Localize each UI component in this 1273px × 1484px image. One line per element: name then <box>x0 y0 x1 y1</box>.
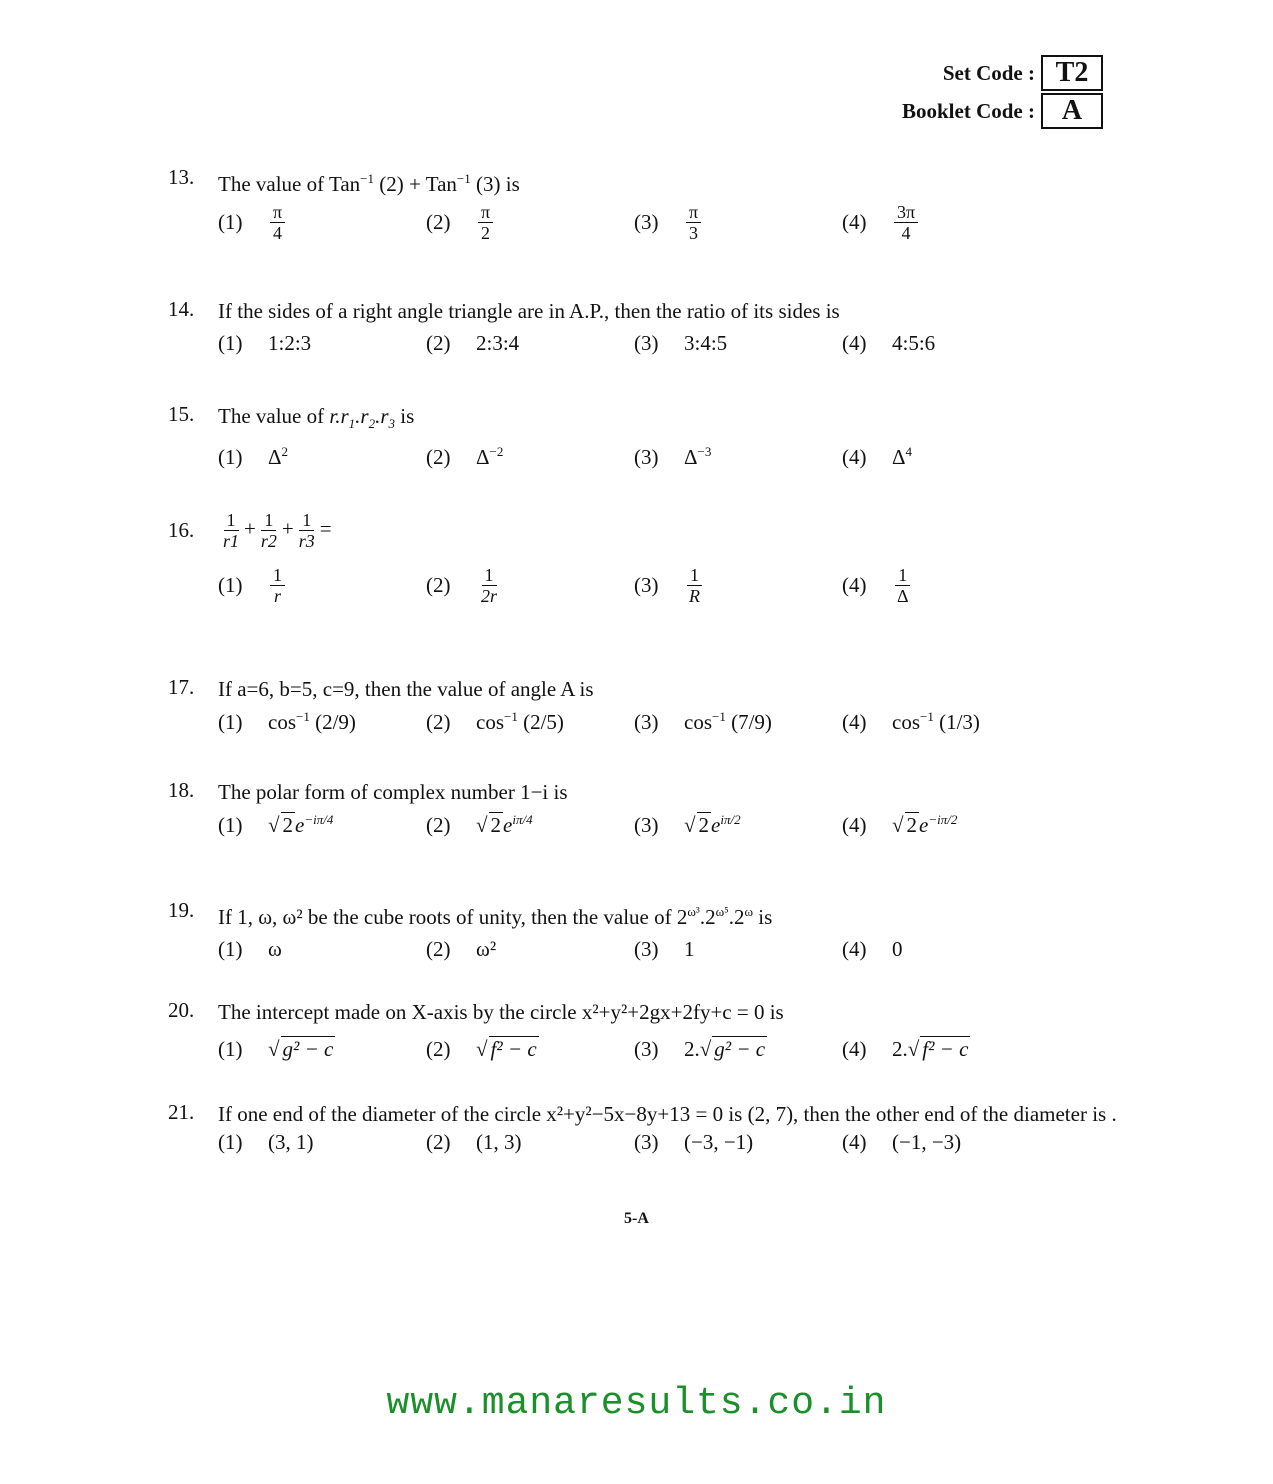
question-text: If the sides of a right angle triangle are in A.P., then the ratio of its sides is <box>218 299 840 323</box>
option-1: (1) √ $2e^{-i\pi/4}$ <box>218 812 334 837</box>
question-19 <box>168 898 1128 962</box>
question-text: The intercept made on X-axis by the circle x²+y²+2gx+2fy+c = 0 is <box>218 1000 784 1024</box>
option-1: (1) $\cos^{-1} (2/9)$ <box>218 709 356 734</box>
question-14 <box>168 297 1128 356</box>
option-2: (2) 2:3:4 <box>426 331 520 355</box>
set-code-box: T2 <box>1041 55 1103 91</box>
option-4: (4) 0 <box>842 937 903 961</box>
question-number: 19. <box>168 898 195 922</box>
question-21 <box>168 1100 1128 1155</box>
question-text: The value of Tan$^{-1}$ (2) + Tan$^{-1}$ (3) is <box>218 171 520 196</box>
question-text: If one end of the diameter of the circle x²+y²−5x−8y+13 = 0 is (2, 7), then the other end of the diameter is . <box>218 1102 1117 1126</box>
page-number: 5-A <box>624 1210 649 1227</box>
option-2: (2) √ $2e^{i\pi/4}$ <box>426 812 533 837</box>
question-15 <box>168 402 1128 470</box>
option-1: (1) (3, 1) <box>218 1130 314 1154</box>
option-3: (3) $\frac{\pi}{3}$ <box>634 202 842 243</box>
question-number: 18. <box>168 778 195 802</box>
option-3: (3) 2.√ g² − c <box>634 1036 766 1061</box>
option-4: (4) (−1, −3) <box>842 1130 962 1154</box>
booklet-code-label: Booklet Code : <box>902 98 1035 123</box>
option-3: (3) (−3, −1) <box>634 1130 754 1154</box>
option-4: (4) $\Delta^4$ <box>842 444 913 470</box>
option-4: (4) $\cos^{-1} (1/3)$ <box>842 709 980 734</box>
option-1: (1) $\frac{\pi}{4}$ <box>218 202 426 243</box>
option-2: (2) ω² <box>426 937 497 961</box>
question-text: The polar form of complex number 1−i is <box>218 780 568 804</box>
option-2: (2) $\frac{\pi}{2}$ <box>426 202 634 243</box>
option-4: (4) √ $2e^{-i\pi/2}$ <box>842 812 958 837</box>
question-20 <box>168 998 1128 1062</box>
question-number: 21. <box>168 1100 195 1124</box>
option-3: (3) √ $2e^{i\pi/2}$ <box>634 812 741 837</box>
option-2: (2) (1, 3) <box>426 1130 522 1154</box>
option-2: (2) $\frac{1}{2r}$ <box>426 565 498 606</box>
option-1: (1) ω <box>218 937 282 961</box>
question-number: 13. <box>168 165 195 189</box>
option-1: (1) $\Delta^2$ <box>218 444 289 470</box>
website-watermark: www.manaresults.co.in <box>386 1382 887 1425</box>
question-number: 15. <box>168 402 195 426</box>
option-4: (4) $\frac{1}{\Delta}$ <box>842 565 909 606</box>
option-3: (3) 1 <box>634 937 695 961</box>
option-4: (4) 2.√ f² − c <box>842 1036 969 1061</box>
question-text: If a=6, b=5, c=9, then the value of angle A is <box>218 677 594 701</box>
booklet-code <box>902 93 1103 129</box>
option-3: (3) $\Delta^{-3}$ <box>634 444 712 470</box>
option-3: (3) 3:4:5 <box>634 331 728 355</box>
option-2: (2) $\cos^{-1} (2/5)$ <box>426 709 564 734</box>
question-text: If 1, ω, ω² be the cube roots of unity, then the value of $2^{\omega^3}.2^{\omega^5}.2^\omega$ is <box>218 904 773 929</box>
question-number: 17. <box>168 675 195 699</box>
option-2: (2) $\Delta^{-2}$ <box>426 444 504 470</box>
option-4: (4) 4:5:6 <box>842 331 936 355</box>
option-1: (1) 1:2:3 <box>218 331 312 355</box>
option-2: (2) √ f² − c <box>426 1036 537 1061</box>
question-17 <box>168 675 1128 735</box>
question-text: The value of $r.r_1.r_2.r_3$ is <box>218 404 415 432</box>
question-number: 16. <box>168 518 195 542</box>
question-13 <box>168 165 1128 243</box>
question-number: 14. <box>168 297 195 321</box>
option-1: (1) √ g² − c <box>218 1036 334 1061</box>
question-18 <box>168 778 1128 838</box>
option-4: (4) $\frac{3\pi}{4}$ <box>842 202 1050 243</box>
option-3: (3) $\cos^{-1} (7/9)$ <box>634 709 772 734</box>
set-code-label: Set Code : <box>942 60 1035 85</box>
question-16 <box>168 510 1128 606</box>
question-number: 20. <box>168 998 195 1022</box>
question-expression: $\frac{1}{r1}$ + $\frac{1}{r2}$ + $\frac{1}{r3}$ = <box>223 510 332 551</box>
booklet-code-box: A <box>1041 93 1103 129</box>
set-code <box>943 55 1103 91</box>
option-1: (1) $\frac{1}{r}$ <box>218 565 426 606</box>
option-3: (3) $\frac{1}{R}$ <box>634 565 700 606</box>
